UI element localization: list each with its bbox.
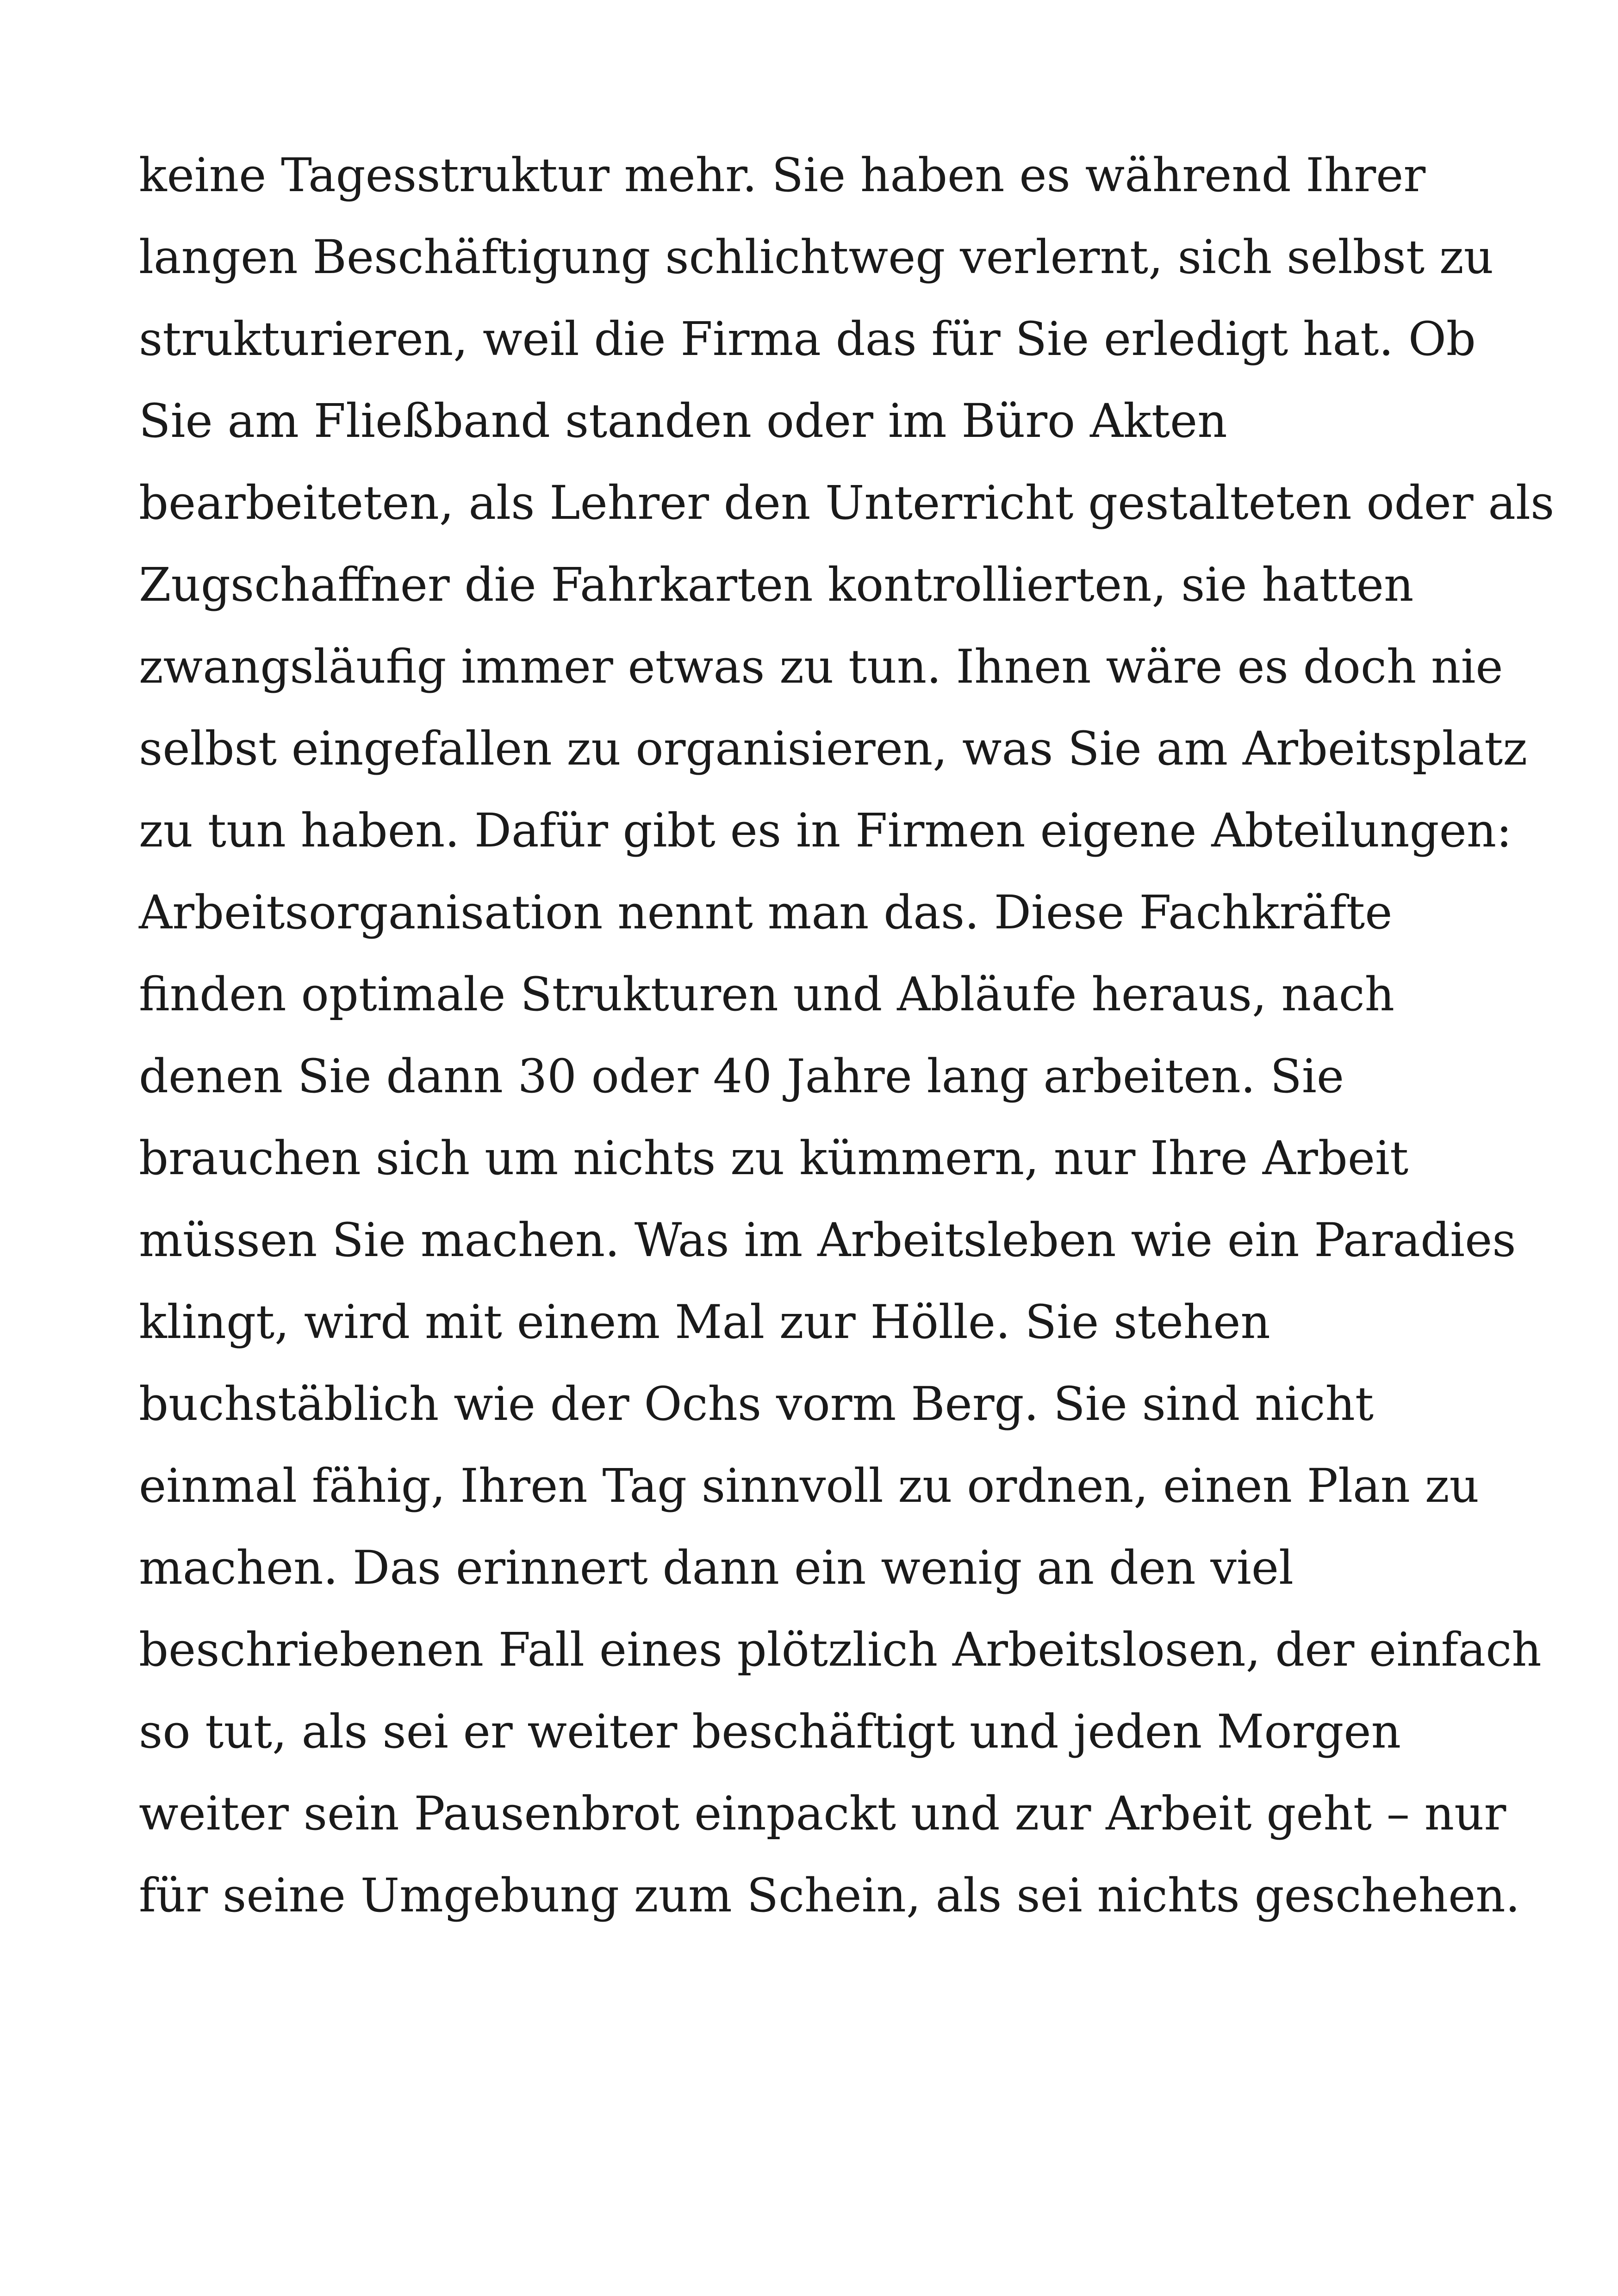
text-line: zu tun haben. Dafür gibt es in Firmen eigene Abteilungen: [139,803,1512,858]
text-line: machen. Das erinnert dann ein wenig an den viel [139,1541,1294,1595]
text-line: einmal fähig, Ihren Tag sinnvoll zu ordnen, einen Plan zu [139,1459,1479,1513]
text-line: klingt, wird mit einem Mal zur Hölle. Sie stehen [139,1295,1270,1349]
text-line: für seine Umgebung zum Schein, als sei nichts geschehen. [139,1868,1520,1923]
text-line: strukturieren, weil die Firma das für Sie erledigt hat. Ob [139,312,1476,366]
text-line: brauchen sich um nichts zu kümmern, nur Ihre Arbeit [139,1131,1409,1185]
text-line: weiter sein Pausenbrot einpackt und zur Arbeit geht – nur [139,1786,1506,1841]
text-line: Arbeitsorganisation nennt man das. Diese Fachkräfte [139,885,1393,940]
text-line: Zugschaffner die Fahrkarten kontrollierten, sie hatten [139,558,1414,612]
text-line: müssen Sie machen. Was im Arbeitsleben wie ein Paradies [139,1213,1516,1267]
text-line: keine Tagesstruktur mehr. Sie haben es während Ihrer [139,148,1426,202]
text-line: finden optimale Strukturen und Abläufe heraus, nach [139,967,1395,1021]
text-line: buchstäblich wie der Ochs vorm Berg. Sie sind nicht [139,1377,1374,1431]
text-line: beschriebenen Fall eines plötzlich Arbeitslosen, der einfach [139,1623,1542,1677]
text-line: langen Beschäftigung schlichtweg verlernt, sich selbst zu [139,230,1494,284]
text-line: bearbeiteten, als Lehrer den Unterricht gestalteten oder als [139,476,1555,530]
text-line: selbst eingefallen zu organisieren, was Sie am Arbeitsplatz [139,722,1528,776]
text-line: zwangsläufig immer etwas zu tun. Ihnen wäre es doch nie [139,640,1503,694]
text-line: Sie am Fließband standen oder im Büro Akten [139,394,1227,448]
text-line: denen Sie dann 30 oder 40 Jahre lang arbeiten. Sie [139,1049,1344,1103]
body-text [139,134,1555,1936]
text-line: so tut, als sei er weiter beschäftigt und jeden Morgen [139,1705,1401,1759]
